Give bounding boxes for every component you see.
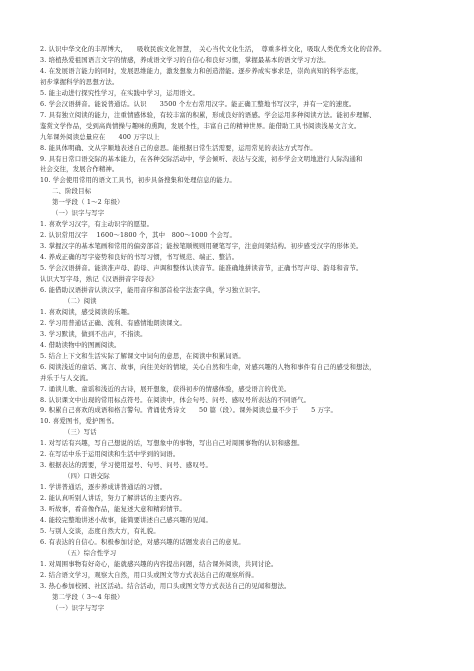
goal-9-cont: 社会交往，发展合作精神。 bbox=[40, 165, 119, 174]
list-item: 3. 掌握汉字的基本笔画和常用的偏旁部首；能按笔顺规则用硬笔写字，注意间架结构。初步感受汉字的形体美。 bbox=[40, 242, 363, 251]
list-item: 2. 在写话中乐于运用阅读和生活中学到的词语。 bbox=[40, 450, 180, 459]
list-item: 3. 热心参加校园、社区活动。结合活动，用口头或图文等方式表达自己的见闻和想法。 bbox=[40, 581, 291, 590]
list-item: 3. 根据表达的需要，学习使用逗号、句号、问号、感叹号。 bbox=[40, 461, 213, 470]
list-item: 7. 诵读儿歌、童谣和浅近的古诗，展开想象，获得初步的情感体验，感受语言的优美。 bbox=[40, 384, 291, 393]
list-item: 1. 喜欢阅读，感受阅读的乐趣。 bbox=[40, 307, 134, 316]
list-item: 1. 喜欢学习汉字，有主动识字的愿望。 bbox=[40, 220, 154, 229]
list-item: 1. 对周围事物有好奇心，能就感兴趣的内容提出问题，结合课外阅读，共同讨论。 bbox=[40, 559, 278, 568]
stage-2-heading: 第二学段（ 3～4 年级） bbox=[52, 592, 124, 601]
list-item: 3. 听故事，看音像作品，能复述大意和精彩情节。 bbox=[40, 505, 186, 514]
list-item: 2. 结合语文学习，观察大自然，用口头或图文等方式表达自己的观察所得。 bbox=[40, 570, 258, 579]
goal-7: 7. 具有独立阅读的能力，注重情感体验，有较丰富的积累，形成良好的语感。学会运用多种阅读方法。能初步理解、 bbox=[40, 110, 376, 119]
goal-7-cont: 鉴赏文学作品，受到高尚情操与趣味的熏陶，发展个性，丰富自己的精神世界。能借助工具书阅读浅易文言文。 bbox=[40, 121, 361, 130]
subsection-heading: （五）综合性学习 bbox=[64, 548, 117, 557]
list-item: 3. 学习默读，做到不出声，不指读。 bbox=[40, 329, 147, 338]
list-item: 6. 阅读浅近的童话、寓言、故事，向往美好的情境，关心自然和生命，对感兴趣的人物和事件有自己的感受和想法， bbox=[40, 362, 376, 371]
list-item: 10. 喜爱图书，爱护图书。 bbox=[40, 417, 119, 426]
list-item: 4. 能较完整地讲述小故事，能简要讲述自己感兴趣的见闻。 bbox=[40, 515, 213, 524]
list-item: 4. 借助读物中的图画阅读。 bbox=[40, 340, 121, 349]
list-item: 8. 认识课文中出现的常用标点符号。在阅读中，体会句号、问号、感叹号所表达的不同语气。 bbox=[40, 395, 311, 404]
subsection-heading: （四）口语交际 bbox=[64, 472, 110, 481]
list-item: 5. 学会汉语拼音。能读准声母、韵母、声调和整体认读音节。能准确地拼读音节，正确书写声母、韵母和音节。 bbox=[40, 264, 363, 273]
list-item: 2. 能认真听别人讲话，努力了解讲话的主要内容。 bbox=[40, 494, 186, 503]
goal-9: 9. 具有日常口语交际的基本能力，在各种交际活动中，学会倾听、表达与交流，初步学会文明地进行人际沟通和 bbox=[40, 154, 363, 163]
goal-7-cont2: 九年课外阅读总量应在 400 万字以上 bbox=[40, 132, 160, 141]
subsection-heading: （一）识字与写字 bbox=[52, 209, 105, 218]
list-item: 6. 能借助汉语拼音认读汉字，能用音序和部首检字法查字典，学习独立识字。 bbox=[40, 285, 265, 294]
list-item: 1. 对写话有兴趣，写自己想说的话，写想象中的事物，写出自己对周围事物的认识和感想。 bbox=[40, 439, 304, 448]
subsection-heading: （三）写话 bbox=[64, 428, 97, 437]
list-item-cont: 并乐于与人交流。 bbox=[40, 373, 93, 382]
goal-6: 6. 学会汉语拼音。能说普通话。认识 3500 个左右常用汉字。能正确工整地书写汉字，并有一定的速度。 bbox=[40, 99, 356, 108]
list-item: 1. 学讲普通话，逐步养成讲普通话的习惯。 bbox=[40, 483, 167, 492]
goal-10: 10. 学会使用常用的语文工具书，初步具备搜集和处理信息的能力。 bbox=[40, 176, 236, 185]
goal-5: 5. 能主动进行探究性学习，在实践中学习，运用语文。 bbox=[40, 88, 200, 97]
subsection-heading: （一）识字与写字 bbox=[52, 603, 105, 612]
goal-3: 3. 培植热爱祖国语言文字的情感，养成语文学习的自信心和良好习惯，掌握最基本的语文学习方法。 bbox=[40, 55, 330, 64]
goal-8: 8. 能具体明确、文从字顺地表述自己的意思。能根据日常生活需要，运用常见的表达方式写作。 bbox=[40, 143, 317, 152]
list-item: 2. 学习用普通话正确、流利、有感情地朗读课文。 bbox=[40, 318, 186, 327]
stage-1-heading: 第一学段（ 1～2 年级） bbox=[52, 198, 124, 207]
list-item: 5. 结合上下文和生活实际了解课文中词句的意思，在阅读中积累词语。 bbox=[40, 351, 245, 360]
section-heading: 二、阶段目标 bbox=[52, 187, 92, 196]
list-item-cont: 认识大写字母，熟记《汉语拼音字母表》 bbox=[40, 275, 158, 284]
goal-2: 2. 认识中华文化的丰厚博大， 吸收民族文化智慧， 关心当代文化生活， 尊重多样文化，吸取人类优秀文化的营养。 bbox=[40, 45, 386, 53]
goal-4: 4. 在发展语言能力的同时，发展思维能力，激发想象力和创造潜能。逐步养成实事求是，崇尚真知的科学态度， bbox=[40, 66, 363, 75]
list-item: 9. 积累自己喜欢的成语和格言警句。背诵优秀诗文 50 篇（段）。课外阅读总量不少于 5 万字。 bbox=[40, 406, 338, 415]
subsection-heading: （二）阅读 bbox=[64, 296, 97, 305]
goal-4-cont: 初步掌握科学的思想方法。 bbox=[40, 77, 119, 86]
list-item: 6. 有表达的自信心。积极参加讨论，对感兴趣的话题发表自己的意见。 bbox=[40, 537, 245, 546]
list-item: 5. 与别人交谈，态度自然大方，有礼貌。 bbox=[40, 526, 160, 535]
list-item: 4. 养成正确的写字姿势和良好的书写习惯，书写规范、端正、整洁。 bbox=[40, 253, 239, 262]
list-item: 2. 认识常用汉字 1600～1800 个，其中 800～1000 个会写。 bbox=[40, 231, 237, 240]
